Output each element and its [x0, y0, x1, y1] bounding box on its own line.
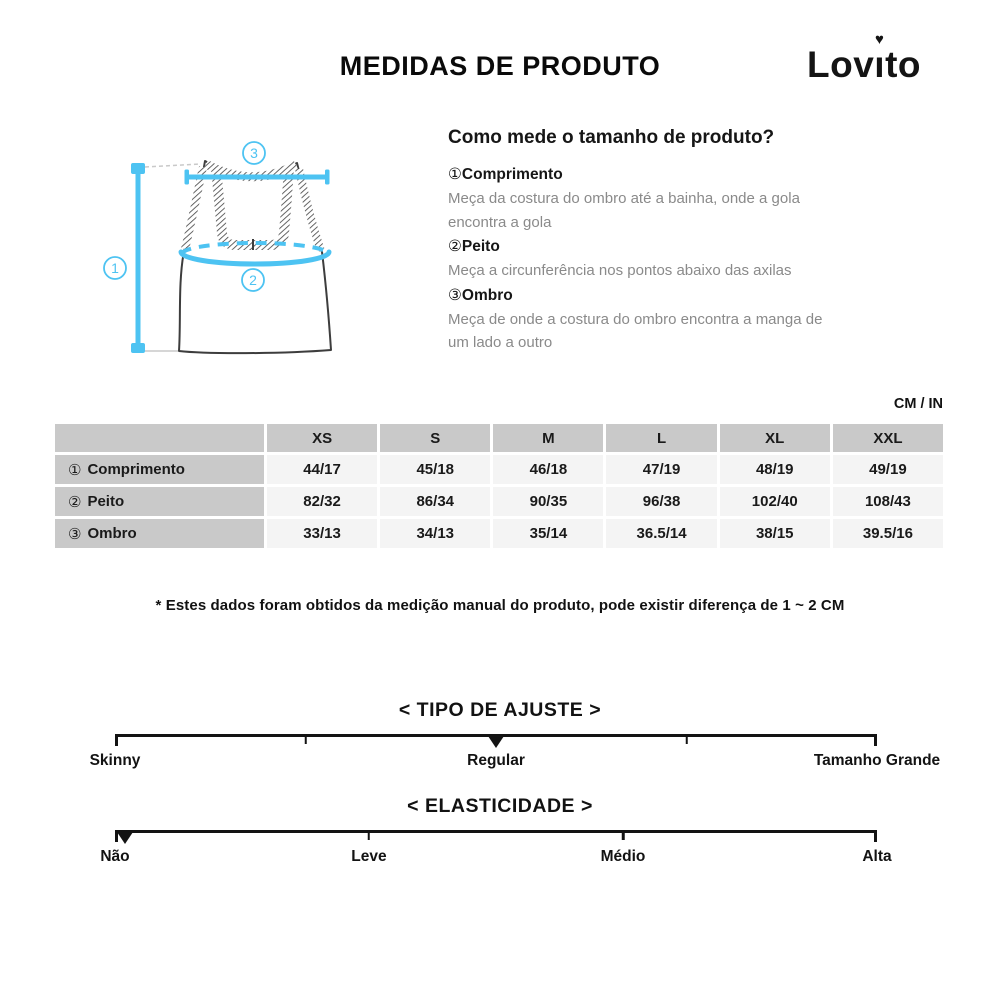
scale-line — [115, 830, 877, 833]
table-cell: 44/17 — [267, 455, 377, 484]
heart-icon: ♥ — [874, 31, 885, 48]
column-header: XL — [720, 424, 830, 452]
scale-label: Tamanho Grande — [813, 752, 941, 769]
table-cell: 96/38 — [606, 487, 716, 516]
marker-3 — [243, 142, 265, 164]
scale-end-cap — [115, 734, 118, 746]
column-header: L — [606, 424, 716, 452]
table-cell: 102/40 — [720, 487, 830, 516]
table-cell: 36.5/14 — [606, 519, 716, 548]
fit-type-scale — [89, 734, 941, 772]
guide-line-top — [145, 164, 201, 167]
circled-number: ③ — [448, 285, 462, 304]
scale-tick — [685, 734, 688, 744]
table-cell: 46/18 — [493, 455, 603, 484]
instruction-desc: Meça a circunferência nos pontos abaixo das axilas — [448, 262, 792, 279]
shoulder-measure-cap-left — [185, 170, 190, 185]
column-header: S — [380, 424, 490, 452]
scale-end-cap — [874, 734, 877, 746]
circled-number: ② — [68, 492, 82, 511]
size-table — [55, 424, 943, 548]
instructions-heading: Como mede o tamanho de produto? — [448, 127, 775, 148]
scale-tick — [368, 830, 371, 840]
instruction-desc: Meça de onde a costura do ombro encontra a manga de — [448, 310, 823, 328]
elasticity-title: < ELASTICIDADE > — [407, 795, 593, 817]
svg-text:2: 2 — [249, 272, 257, 288]
scale-label: Alta — [862, 848, 892, 865]
table-cell: 47/19 — [606, 455, 716, 484]
scale-end-cap — [874, 830, 877, 842]
fit-marker-triangle-icon — [488, 736, 504, 748]
table-cell: 82/32 — [267, 487, 377, 516]
length-measure-cap-bottom — [131, 343, 145, 353]
elasticity-marker-triangle-icon — [117, 832, 133, 844]
elasticity-scale-labels — [100, 848, 892, 868]
scale-tick — [622, 830, 625, 840]
table-cell: 48/19 — [720, 455, 830, 484]
instruction-label: Ombro — [461, 286, 513, 304]
instruction-desc: um lado a outro — [448, 334, 553, 351]
garment-measurement-diagram — [95, 125, 455, 385]
column-header: M — [493, 424, 603, 452]
brand-logo — [807, 31, 921, 86]
svg-text:1: 1 — [111, 260, 119, 276]
logo-text: Lov — [807, 44, 875, 85]
marker-1 — [104, 257, 126, 279]
table-cell: 39.5/16 — [833, 519, 943, 548]
instruction-label: Peito — [461, 238, 500, 255]
unit-label: CM / IN — [893, 396, 943, 412]
instruction-item-chest — [448, 234, 928, 283]
logo-text-end: to — [885, 44, 921, 85]
circled-number: ② — [448, 237, 462, 255]
table-cell: 49/19 — [833, 455, 943, 484]
column-header: XS — [267, 424, 377, 452]
circled-number: ① — [68, 460, 82, 479]
table-cell: 33/13 — [267, 519, 377, 548]
measure-instructions — [448, 127, 928, 355]
circled-number: ① — [448, 165, 462, 183]
fit-type-title: < TIPO DE AJUSTE > — [398, 699, 602, 721]
logo-i: ı ♥ — [874, 31, 886, 85]
instruction-desc: encontra a gola — [448, 213, 552, 231]
table-cell: 38/15 — [720, 519, 830, 548]
circled-number: ③ — [68, 524, 82, 543]
table-cell: 35/14 — [493, 519, 603, 548]
scale-label: Leve — [351, 848, 387, 865]
fit-scale-rail — [115, 734, 877, 747]
row-header-ombro: ③ Ombro — [55, 519, 264, 548]
row-header-peito: ② Peito — [55, 487, 264, 516]
table-corner-cell — [55, 424, 264, 452]
page-title: MEDIDAS DE PRODUTO — [339, 51, 661, 81]
elasticity-scale — [100, 830, 892, 868]
scale-label: Regular — [467, 752, 525, 769]
elasticity-scale-rail — [115, 830, 877, 843]
scale-label: Médio — [600, 848, 646, 865]
table-cell: 34/13 — [380, 519, 490, 548]
instruction-item-length — [448, 162, 928, 234]
marker-2 — [242, 269, 264, 291]
table-cell: 90/35 — [493, 487, 603, 516]
instruction-label: Comprimento — [461, 166, 563, 183]
instruction-item-shoulder — [448, 283, 928, 355]
measurement-disclaimer: * Estes dados foram obtidos da medição manual do produto, pode existir diferença de 1 ~ 2 CM — [155, 597, 845, 614]
row-header-comprimento: ① Comprimento — [55, 455, 264, 484]
svg-text:3: 3 — [250, 145, 258, 161]
scale-tick — [304, 734, 307, 744]
length-measure-cap-top — [131, 163, 145, 174]
table-cell: 108/43 — [833, 487, 943, 516]
scale-label: Não — [100, 848, 130, 865]
column-header: XXL — [833, 424, 943, 452]
scale-label: Skinny — [89, 752, 141, 769]
instruction-desc: Meça da costura do ombro até a bainha, onde a gola — [448, 190, 800, 207]
table-cell: 45/18 — [380, 455, 490, 484]
table-cell: 86/34 — [380, 487, 490, 516]
shoulder-measure-cap-right — [325, 170, 330, 185]
fit-scale-labels — [89, 752, 941, 772]
